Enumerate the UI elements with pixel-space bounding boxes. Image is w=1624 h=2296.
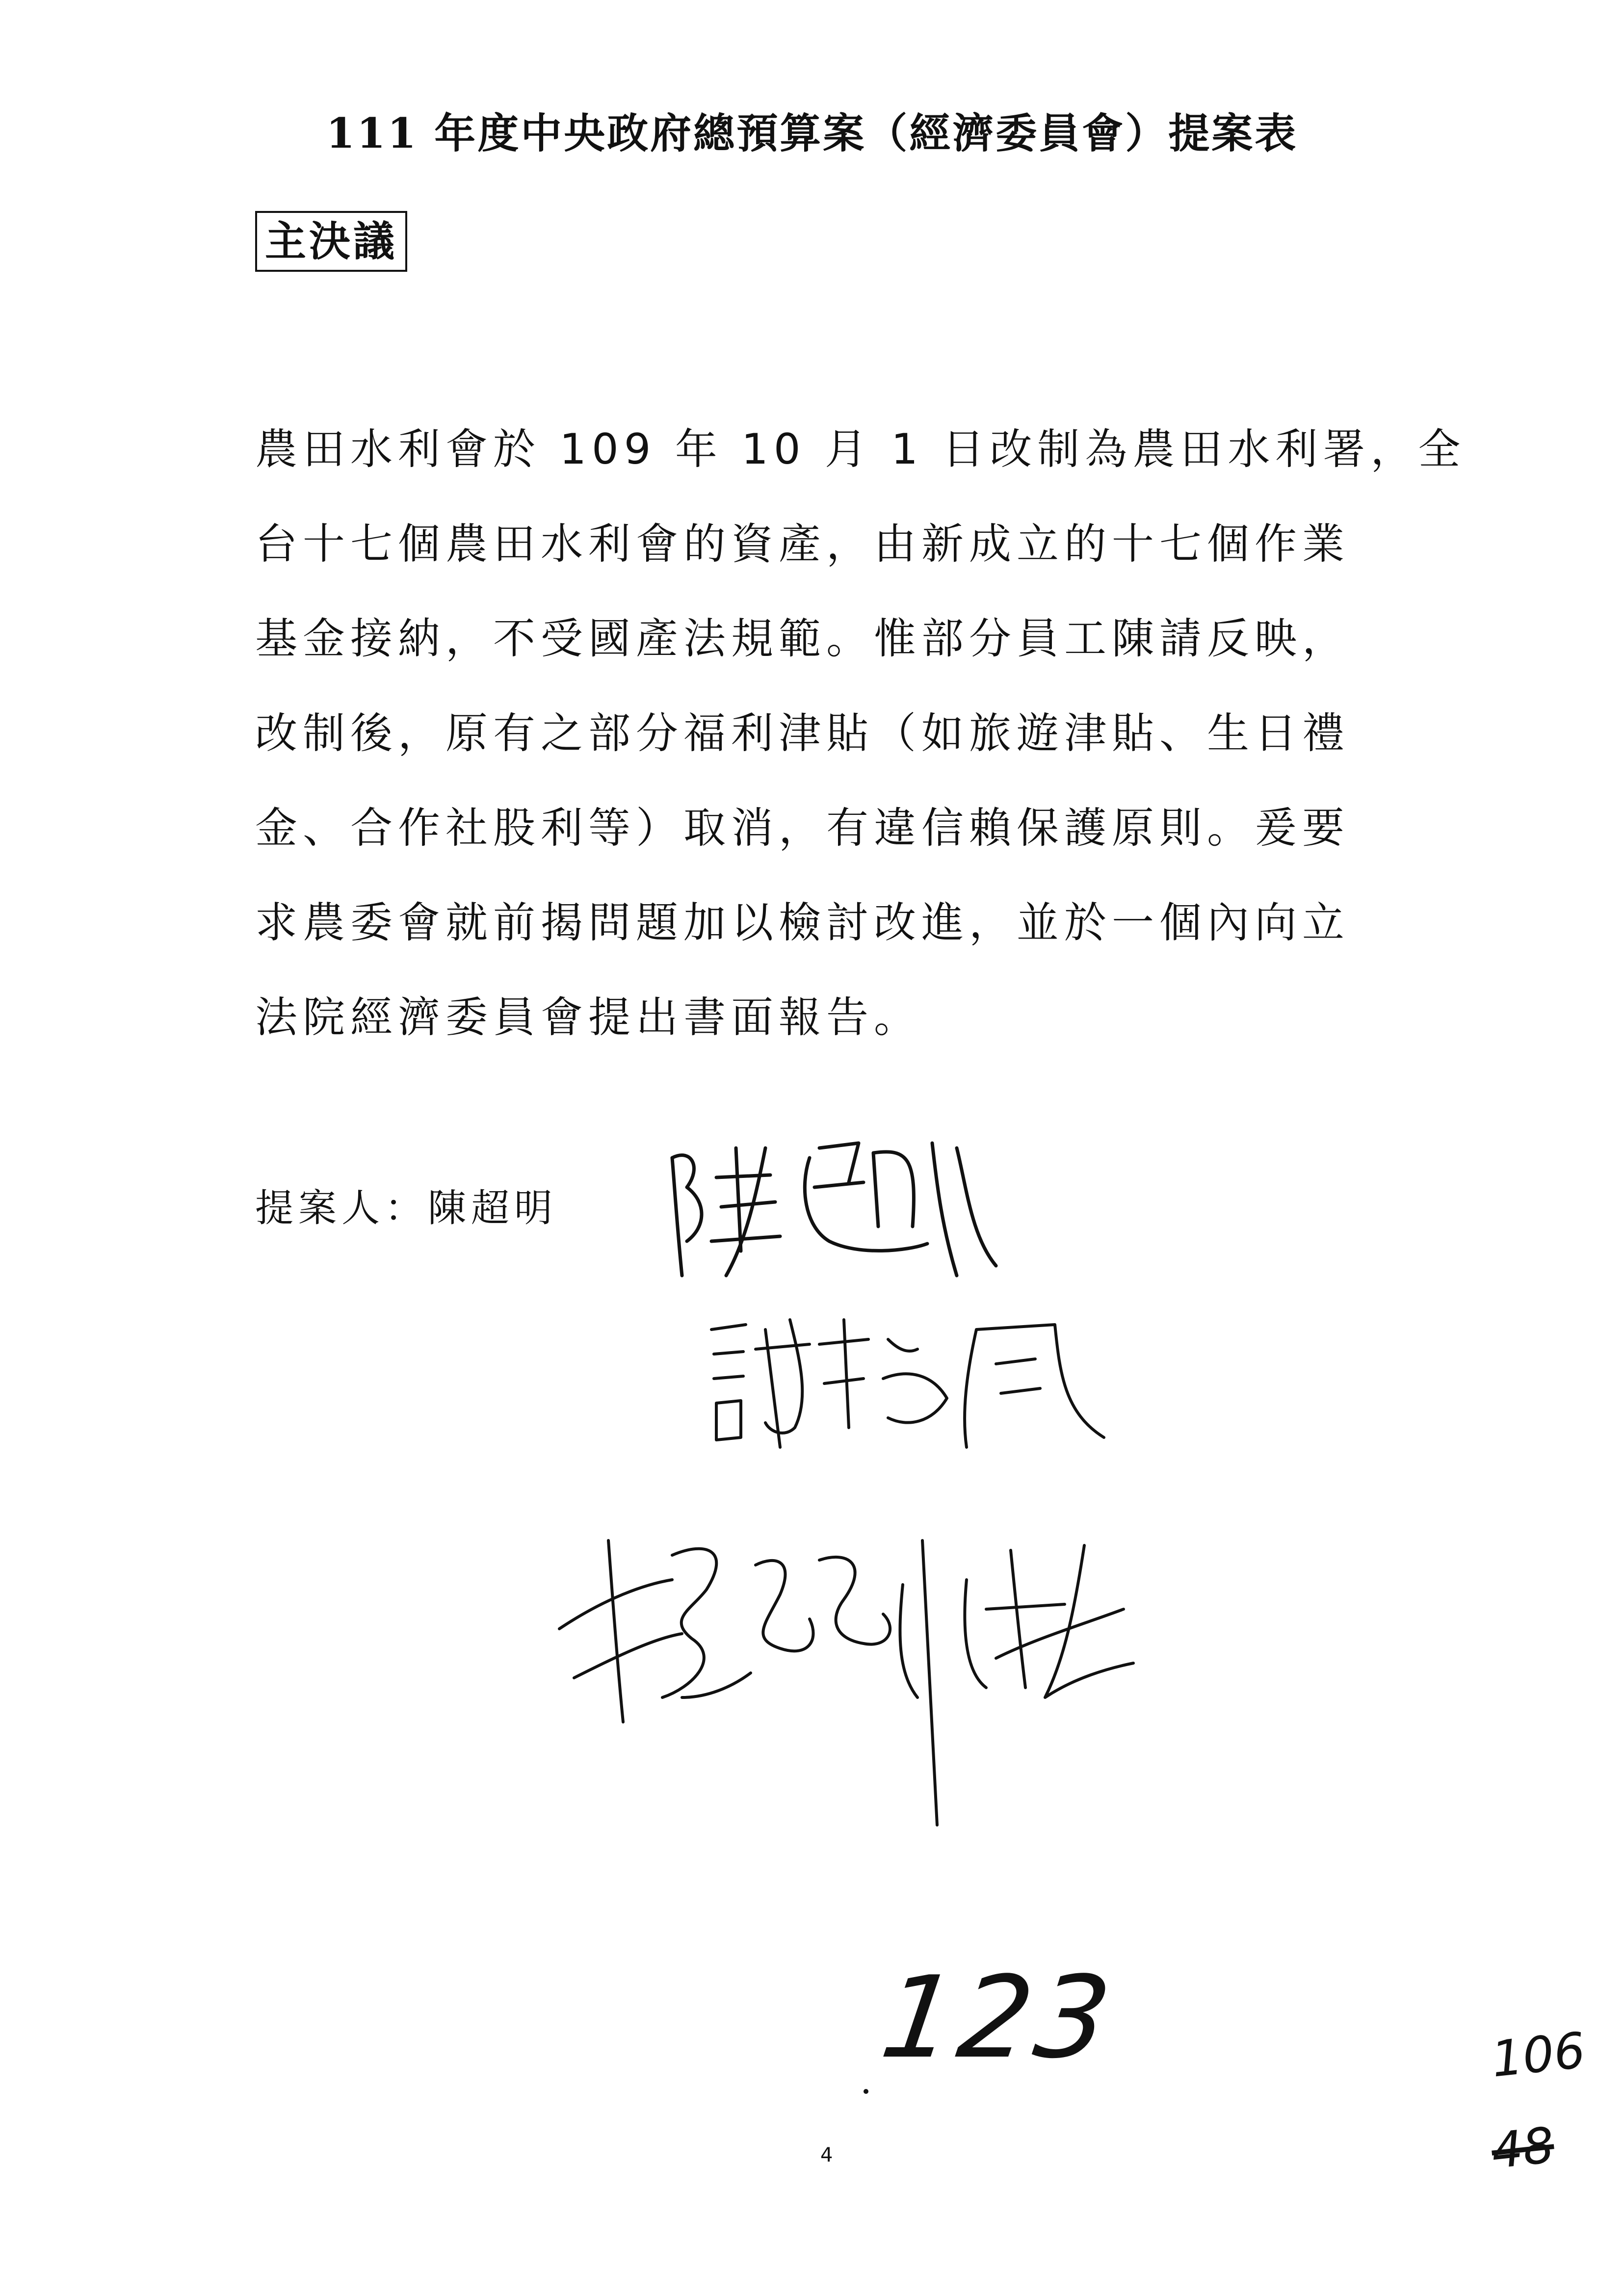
body-line: 求農委會就前揭問題加以檢討改進，並於一個內向立 [255, 898, 1350, 947]
stray-mark [864, 2089, 868, 2094]
body-line: 農田水利會於 109 年 10 月 1 日改制為農田水利署，全 [255, 425, 1466, 474]
body-line: 改制後，原有之部分福利津貼（如旅遊津貼、生日禮 [255, 709, 1350, 758]
section-label: 主決議 [255, 211, 407, 272]
page-number: 4 [820, 2144, 833, 2166]
handwritten-page-mark: 123 [874, 1953, 1123, 2084]
body-line: 台十七個農田水利會的資產，由新成立的十七個作業 [255, 520, 1350, 569]
body-line: 法院經濟委員會提出書面報告。 [255, 993, 921, 1042]
handwritten-corner-number: 106 [1489, 2021, 1588, 2088]
body-paragraph [255, 402, 1466, 1065]
handwritten-corner-number-struck: 48 [1489, 2116, 1557, 2180]
body-line: 基金接納，不受國產法規範。惟部分員工陳請反映， [255, 614, 1350, 663]
signature-1 [653, 1128, 1006, 1290]
proposer-line: 提案人：陳超明 [255, 1186, 558, 1230]
page-title: 111 年度中央政府總預算案（經濟委員會）提案表 [326, 109, 1298, 157]
body-line: 金、合作社股利等）取消，有違信賴保護原則。爰要 [255, 804, 1350, 853]
signature-3 [545, 1511, 1192, 1854]
signature-2 [702, 1300, 1124, 1462]
